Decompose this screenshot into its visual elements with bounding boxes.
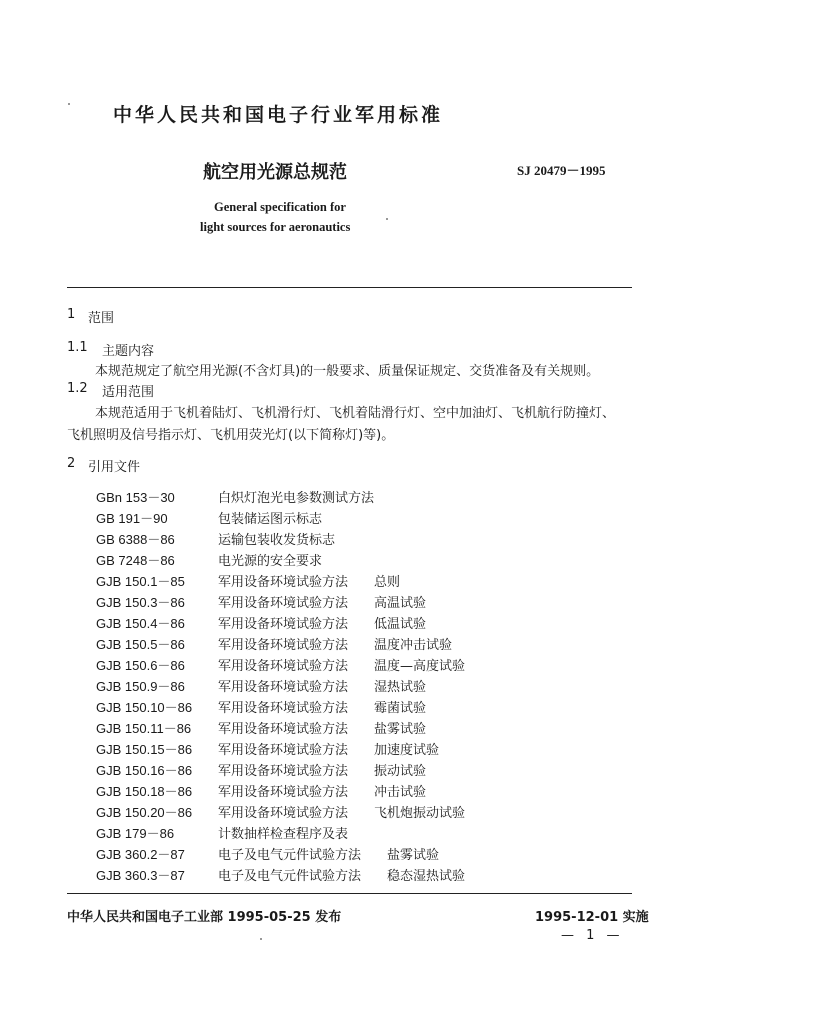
reference-title: 军用设备环境试验方法 xyxy=(218,764,349,779)
reference-code: GJB 150.11－86 xyxy=(96,721,192,736)
reference-subtitle: 振动试验 xyxy=(374,764,427,779)
reference-subtitle: 温度—高度试验 xyxy=(374,659,466,674)
reference-title: 军用设备环境试验方法 xyxy=(218,596,349,611)
reference-title: 运输包装收发货标志 xyxy=(218,533,336,548)
reference-code: GJB 360.2－87 xyxy=(96,847,185,862)
reference-code: GJB 150.6－86 xyxy=(96,658,185,673)
scan-speck xyxy=(260,938,262,940)
reference-title: 计数抽样检查程序及表 xyxy=(218,827,349,842)
reference-title: 白炽灯泡光电参数测试方法 xyxy=(218,491,375,506)
reference-subtitle: 总则 xyxy=(374,575,401,590)
reference-subtitle: 飞机炮振动试验 xyxy=(374,806,466,821)
reference-code: GJB 150.18－86 xyxy=(96,784,193,799)
reference-title: 军用设备环境试验方法 xyxy=(218,575,349,590)
reference-title: 军用设备环境试验方法 xyxy=(218,680,349,695)
reference-title: 军用设备环境试验方法 xyxy=(218,743,349,758)
reference-code: GB 191－90 xyxy=(96,511,168,526)
reference-code: GJB 150.4－86 xyxy=(96,616,185,631)
section-1-number: 1 xyxy=(67,307,76,322)
reference-code: GBn 153－30 xyxy=(96,490,175,505)
reference-code: GJB 179－86 xyxy=(96,826,175,841)
reference-code: GJB 150.1－85 xyxy=(96,574,185,589)
section-1-1-title: 主题内容 xyxy=(102,344,155,359)
reference-code: GJB 150.20－86 xyxy=(96,805,193,820)
section-1-title: 范围 xyxy=(88,311,115,326)
reference-code: GJB 360.3－87 xyxy=(96,868,185,883)
standard-code: SJ 20479－1995 xyxy=(517,163,606,178)
reference-subtitle: 温度冲击试验 xyxy=(374,638,453,653)
section-2-number: 2 xyxy=(67,456,76,471)
reference-title: 军用设备环境试验方法 xyxy=(218,617,349,632)
section-1-2-number: 1.2 xyxy=(67,381,88,396)
section-1-2-text-line1: 本规范适用于飞机着陆灯、飞机滑行灯、飞机着陆滑行灯、空中加油灯、飞机航行防撞灯、 xyxy=(95,406,616,421)
reference-subtitle: 冲击试验 xyxy=(374,785,427,800)
reference-code: GJB 150.15－86 xyxy=(96,742,193,757)
reference-title: 军用设备环境试验方法 xyxy=(218,659,349,674)
issue-statement: 中华人民共和国电子工业部 1995-05-25 发布 xyxy=(67,910,342,925)
reference-subtitle: 稳态湿热试验 xyxy=(387,869,466,884)
reference-code: GB 6388－86 xyxy=(96,532,175,547)
reference-title: 军用设备环境试验方法 xyxy=(218,701,349,716)
reference-subtitle: 低温试验 xyxy=(374,617,427,632)
reference-title: 电子及电气元件试验方法 xyxy=(218,848,362,863)
reference-code: GJB 150.3－86 xyxy=(96,595,185,610)
reference-title: 电光源的安全要求 xyxy=(218,554,323,569)
section-1-1-text: 本规范规定了航空用光源(不含灯具)的一般要求、质量保证规定、交货准备及有关规则。 xyxy=(95,364,600,379)
page-number: — 1 — xyxy=(561,928,624,943)
reference-code: GJB 150.9－86 xyxy=(96,679,185,694)
section-2-title: 引用文件 xyxy=(88,460,141,475)
reference-subtitle: 盐雾试验 xyxy=(374,722,427,737)
reference-code: GJB 150.5－86 xyxy=(96,637,185,652)
document-title: 航空用光源总规范 xyxy=(203,162,347,183)
reference-title: 电子及电气元件试验方法 xyxy=(218,869,362,884)
header-divider xyxy=(67,287,632,288)
footer-divider xyxy=(67,893,632,894)
standard-category-heading: 中华人民共和国电子行业军用标准 xyxy=(113,104,444,126)
reference-title: 包装储运图示标志 xyxy=(218,512,323,527)
reference-title: 军用设备环境试验方法 xyxy=(218,806,349,821)
reference-code: GB 7248－86 xyxy=(96,553,175,568)
reference-subtitle: 湿热试验 xyxy=(374,680,427,695)
reference-subtitle: 加速度试验 xyxy=(374,743,440,758)
section-1-2-title: 适用范围 xyxy=(102,385,155,400)
reference-code: GJB 150.10－86 xyxy=(96,700,193,715)
reference-subtitle: 高温试验 xyxy=(374,596,427,611)
reference-title: 军用设备环境试验方法 xyxy=(218,785,349,800)
effective-statement: 1995-12-01 实施 xyxy=(535,910,649,925)
reference-subtitle: 盐雾试验 xyxy=(387,848,440,863)
reference-title: 军用设备环境试验方法 xyxy=(218,722,349,737)
reference-title: 军用设备环境试验方法 xyxy=(218,638,349,653)
reference-code: GJB 150.16－86 xyxy=(96,763,193,778)
english-title-line1: General specification for xyxy=(214,200,346,214)
reference-subtitle: 霉菌试验 xyxy=(374,701,427,716)
scan-speck xyxy=(386,218,388,220)
english-title-line2: light sources for aeronautics xyxy=(200,220,351,234)
section-1-1-number: 1.1 xyxy=(67,340,88,355)
section-1-2-text-line2: 飞机照明及信号指示灯、飞机用荧光灯(以下简称灯)等)。 xyxy=(67,428,395,443)
scan-speck xyxy=(68,103,70,105)
